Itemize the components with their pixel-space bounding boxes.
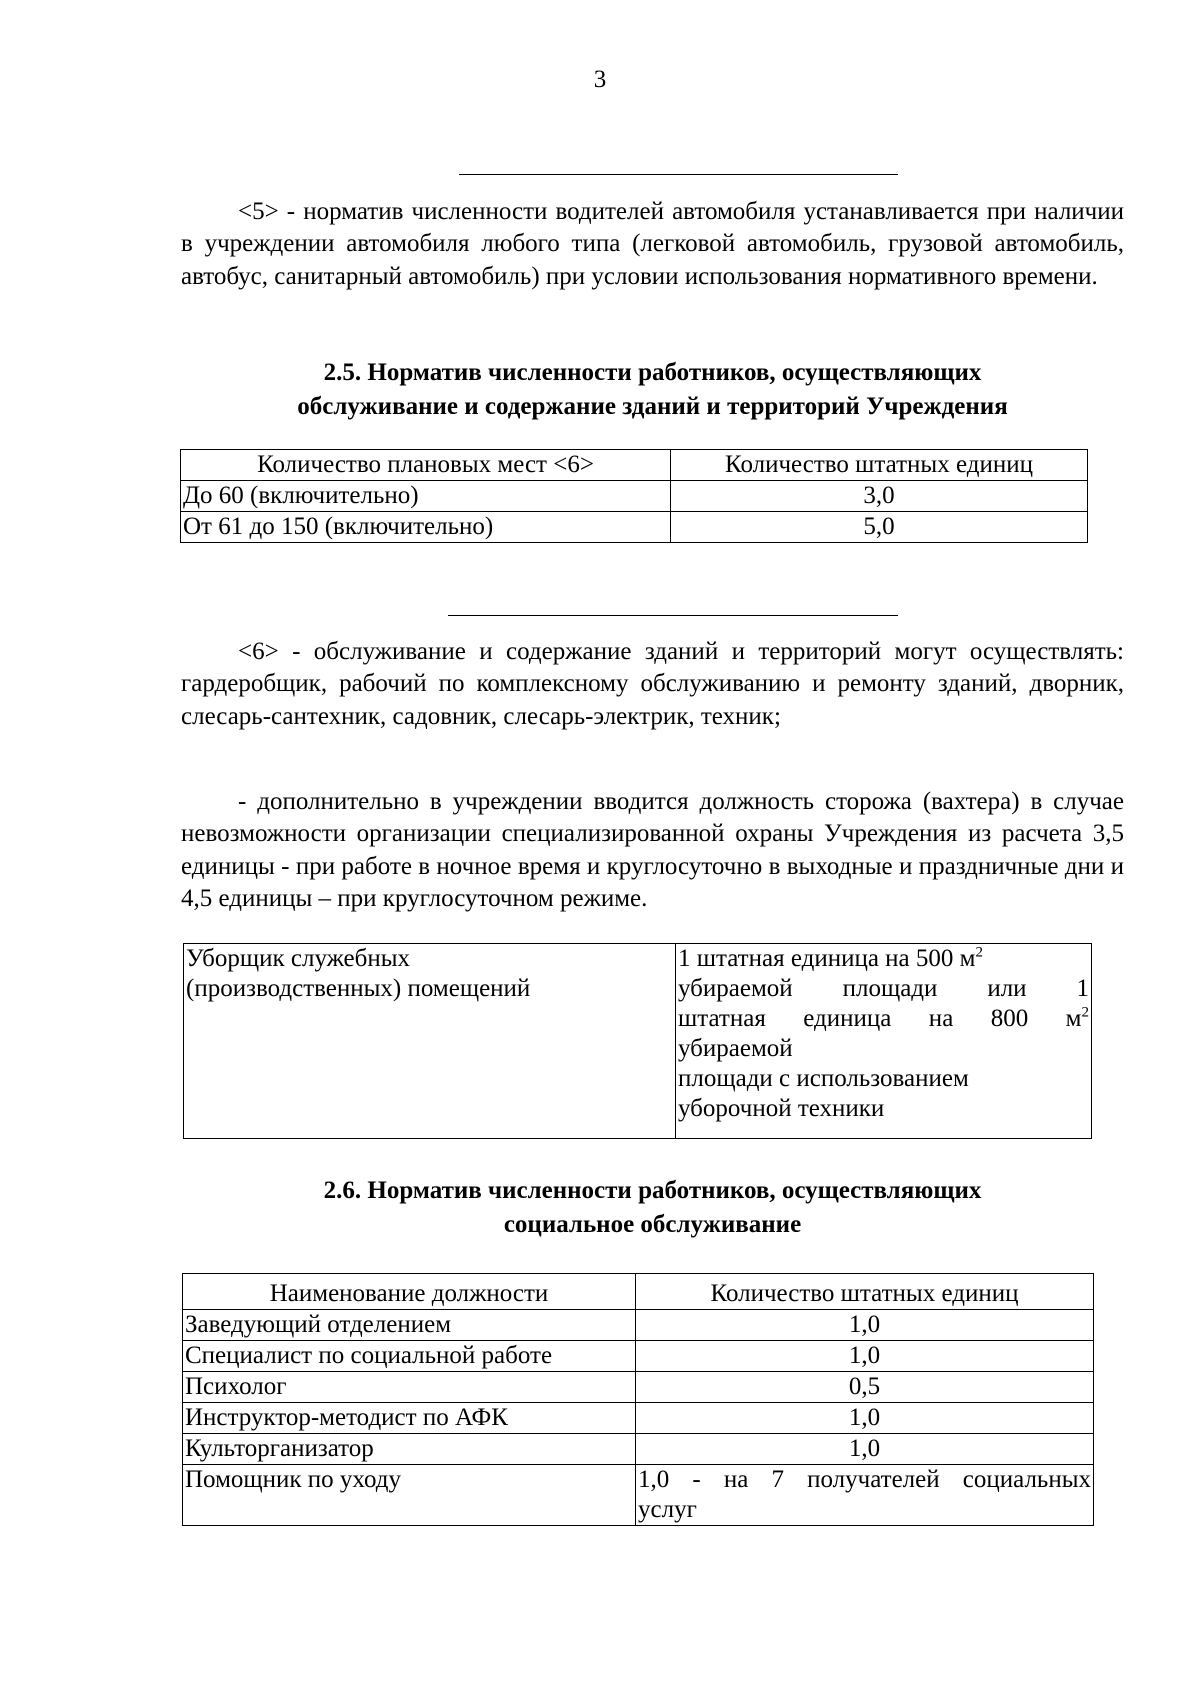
table-row: [183, 1372, 1094, 1403]
table-header-row: [183, 1274, 1094, 1310]
additional-note-text: - дополнительно в учреждении вводится должность сторожа (вахтера) в случае невозможности организации специализированной охраны Учреждения из расчета 3,5 единицы - при работе в ночное время и круглосуточно в выходные и праздничные дни и 4,5 единицы – при круглосуточном режиме.: [181, 788, 1124, 912]
cleaner-position-cell: [184, 944, 676, 1139]
table-cell: 1,0: [636, 1403, 1094, 1434]
column-header: Наименование должности: [183, 1274, 636, 1310]
footnote-separator: [459, 174, 898, 175]
table-row: [184, 944, 1092, 1139]
superscript: 2: [975, 944, 983, 961]
cleaner-norm-line1: 1 штатная единица на 500 м: [678, 945, 976, 972]
table-row: [183, 1465, 1094, 1526]
footnote-6: [181, 636, 1124, 733]
page-number: 3: [593, 66, 607, 93]
table-header-row: [181, 450, 1088, 481]
staffing-table-2-5: [180, 449, 1088, 543]
cleaner-position-line2: (производственных) помещений: [186, 975, 531, 1002]
section-2-5-heading-line2: обслуживание и содержание зданий и территорий Учреждения: [297, 393, 1008, 420]
table-cell: 1,0: [636, 1310, 1094, 1341]
table-cell: Психолог: [183, 1372, 636, 1403]
section-2-6-heading: [181, 1174, 1124, 1242]
table-cell: Специалист по социальной работе: [183, 1341, 636, 1372]
table-cell: Заведующий отделением: [183, 1310, 636, 1341]
table-cell: Помощник по уходу: [183, 1465, 636, 1526]
table-row: [183, 1341, 1094, 1372]
table-row: [183, 1310, 1094, 1341]
column-header: Количество плановых мест <6>: [181, 450, 671, 481]
footnote-5-text: <5> - норматив численности водителей автомобиля устанавливается при наличии в учреждении автомобиля любого типа (легковой автомобиль, грузовой автомобиль, автобус, санитарный автомобиль) при условии использования нормативного времени.: [181, 198, 1124, 290]
section-2-5-heading: [181, 356, 1124, 424]
table-cell: Культорганизатор: [183, 1434, 636, 1465]
cleaner-norm-line6: уборочной техники: [678, 1095, 885, 1122]
staffing-table-2-6: [182, 1273, 1094, 1526]
table-cell: [636, 1465, 1094, 1526]
cleaner-table: [183, 943, 1092, 1139]
cleaner-position-line1: Уборщик служебных: [186, 945, 411, 972]
footnote-6-text: <6> - обслуживание и содержание зданий и территорий могут осуществлять: гардеробщик, рабочий по комплексному обслуживанию и ремонту зданий, дворник, слесарь-сантехник, садовник, слесарь-электрик, техник;: [181, 638, 1124, 730]
cleaner-norm-line2: убираемой площади или 1: [678, 975, 1089, 1002]
table-cell: От 61 до 150 (включительно): [181, 512, 671, 543]
table-cell: 1,0: [636, 1434, 1094, 1465]
table-cell: 1,0: [636, 1341, 1094, 1372]
cleaner-norm-line5: площади с использованием: [678, 1065, 969, 1092]
footnote-separator: [448, 615, 898, 616]
table-row: [181, 512, 1088, 543]
column-header: Количество штатных единиц: [671, 450, 1088, 481]
table-cell: 3,0: [671, 481, 1088, 512]
care-assistant-units-line2: услуг: [638, 1496, 697, 1523]
table-cell: 0,5: [636, 1372, 1094, 1403]
table-row: [183, 1403, 1094, 1434]
column-header: Количество штатных единиц: [636, 1274, 1094, 1310]
table-cell: До 60 (включительно): [181, 481, 671, 512]
section-2-6-heading-line1: 2.6. Норматив численности работников, осуществляющих: [323, 1177, 982, 1204]
superscript: 2: [1081, 1004, 1089, 1021]
table-row: [183, 1434, 1094, 1465]
table-row: [181, 481, 1088, 512]
cleaner-norm-line3: штатная единица на 800 м: [678, 1005, 1082, 1032]
table-cell: 5,0: [671, 512, 1088, 543]
section-2-6-heading-line2: социальное обслуживание: [503, 1211, 802, 1238]
cleaner-norm-cell: [676, 944, 1092, 1139]
additional-note: [181, 786, 1124, 915]
footnote-5: [181, 196, 1124, 293]
section-2-5-heading-line1: 2.5. Норматив численности работников, осуществляющих: [323, 359, 982, 386]
cleaner-norm-line4: убираемой: [678, 1035, 793, 1062]
table-cell: Инструктор-методист по АФК: [183, 1403, 636, 1434]
care-assistant-units-line1: 1,0 - на 7 получателей социальных: [638, 1466, 1091, 1493]
